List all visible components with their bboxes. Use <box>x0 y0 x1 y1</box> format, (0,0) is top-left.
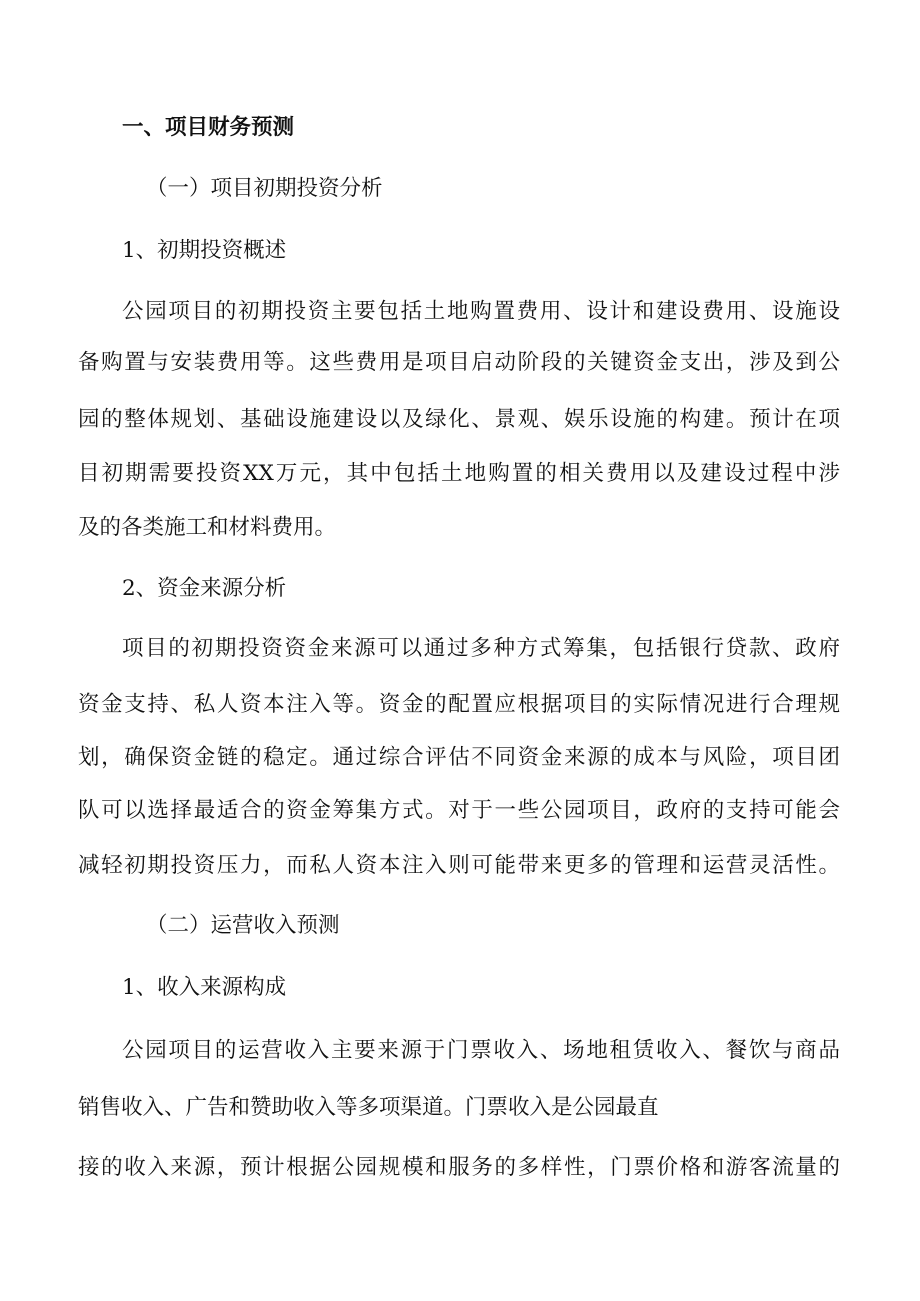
section-heading: 一、项目财务预测 <box>122 115 295 140</box>
paragraph-line: 资金支持、私人资本注入等。资金的配置应根据项目的实际情况进行合理规 <box>78 692 840 717</box>
paragraph-line: 销售收入、广告和赞助收入等多项渠道。门票收入是公园最直 <box>78 1095 659 1120</box>
paragraph-line: 项目的初期投资资金来源可以通过多种方式筹集，包括银行贷款、政府 <box>122 636 840 661</box>
paragraph-line: 队可以选择最适合的资金筹集方式。对于一些公园项目，政府的支持可能会 <box>78 798 840 823</box>
item-heading-revenue-sources: 1、收入来源构成 <box>122 975 287 1000</box>
paragraph-line: 目初期需要投资XX万元，其中包括土地购置的相关费用以及建设过程中涉 <box>78 461 840 486</box>
subsection-heading-revenue: （二）运营收入预测 <box>146 913 340 938</box>
paragraph-line: 园的整体规划、基础设施建设以及绿化、景观、娱乐设施的构建。预计在项 <box>78 407 840 432</box>
paragraph-line: 接的收入来源，预计根据公园规模和服务的多样性，门票价格和游客流量的 <box>78 1155 840 1180</box>
subsection-heading-investment: （一）项目初期投资分析 <box>146 176 383 201</box>
paragraph-line: 减轻初期投资压力，而私人资本注入则可能带来更多的管理和运营灵活性。 <box>78 853 840 878</box>
paragraph-line: 公园项目的运营收入主要来源于门票收入、场地租赁收入、餐饮与商品 <box>122 1038 840 1063</box>
paragraph-line: 划，确保资金链的稳定。通过综合评估不同资金来源的成本与风险，项目团 <box>78 745 840 770</box>
paragraph-line: 及的各类施工和材料费用。 <box>78 515 337 540</box>
item-heading-funding-sources: 2、资金来源分析 <box>122 576 287 601</box>
item-heading-investment-overview: 1、初期投资概述 <box>122 238 287 263</box>
paragraph-line: 公园项目的初期投资主要包括土地购置费用、设计和建设费用、设施设 <box>122 299 840 324</box>
paragraph-line: 备购置与安装费用等。这些费用是项目启动阶段的关键资金支出，涉及到公 <box>78 350 840 375</box>
